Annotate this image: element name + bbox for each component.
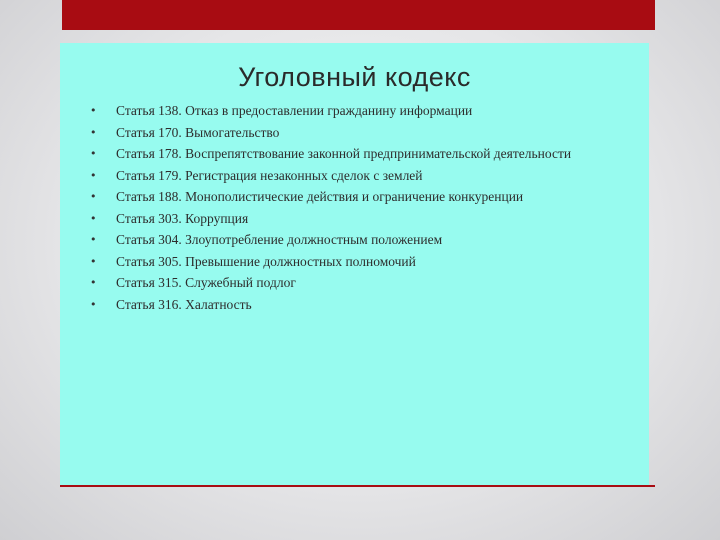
list-item (88, 275, 616, 291)
top-accent-bar (62, 0, 655, 30)
list-item-text: Статья 178. Воспрепятствование законной предпринимательской деятельности (116, 146, 572, 161)
bullet-icon: • (90, 276, 97, 289)
list-item (88, 125, 616, 141)
list-item (88, 254, 616, 270)
list-item-text: Статья 315. Служебный подлог (116, 275, 296, 290)
content-panel (60, 43, 649, 486)
slide-title: Уголовный кодекс (238, 62, 471, 92)
list-item-text: Статья 303. Коррупция (116, 210, 249, 226)
list-item-text: Статья 305. Превышение должностных полномочий (116, 253, 416, 269)
bullet-icon: • (90, 147, 97, 160)
list-item (88, 189, 616, 205)
list-item-text: Статья 188. Монополистические действия и ограничение конкуренции (116, 189, 524, 204)
list-item (88, 232, 616, 248)
article-list (88, 103, 616, 318)
list-item-text: Статья 304. Злоупотребление должностным положением (116, 232, 443, 247)
list-item (88, 146, 616, 162)
bullet-icon: • (90, 233, 97, 246)
bottom-accent-line (60, 485, 655, 487)
list-item-text: Статья 170. Вымогательство (116, 124, 280, 140)
list-item-text: Статья 138. Отказ в предоставлении гражданину информации (116, 103, 473, 118)
list-item (88, 103, 616, 119)
bullet-icon: • (90, 297, 97, 311)
list-item-text: Статья 316. Халатность (116, 296, 252, 312)
bullet-icon: • (90, 211, 97, 225)
list-item (88, 168, 616, 184)
bullet-icon: • (90, 190, 97, 203)
list-item-text: Статья 179. Регистрация незаконных сделок с землей (116, 167, 423, 183)
list-item (88, 211, 616, 227)
bullet-icon: • (90, 125, 97, 139)
bullet-icon: • (90, 254, 97, 268)
bullet-icon: • (90, 168, 97, 182)
bullet-icon: • (90, 104, 97, 117)
list-item (88, 297, 616, 313)
